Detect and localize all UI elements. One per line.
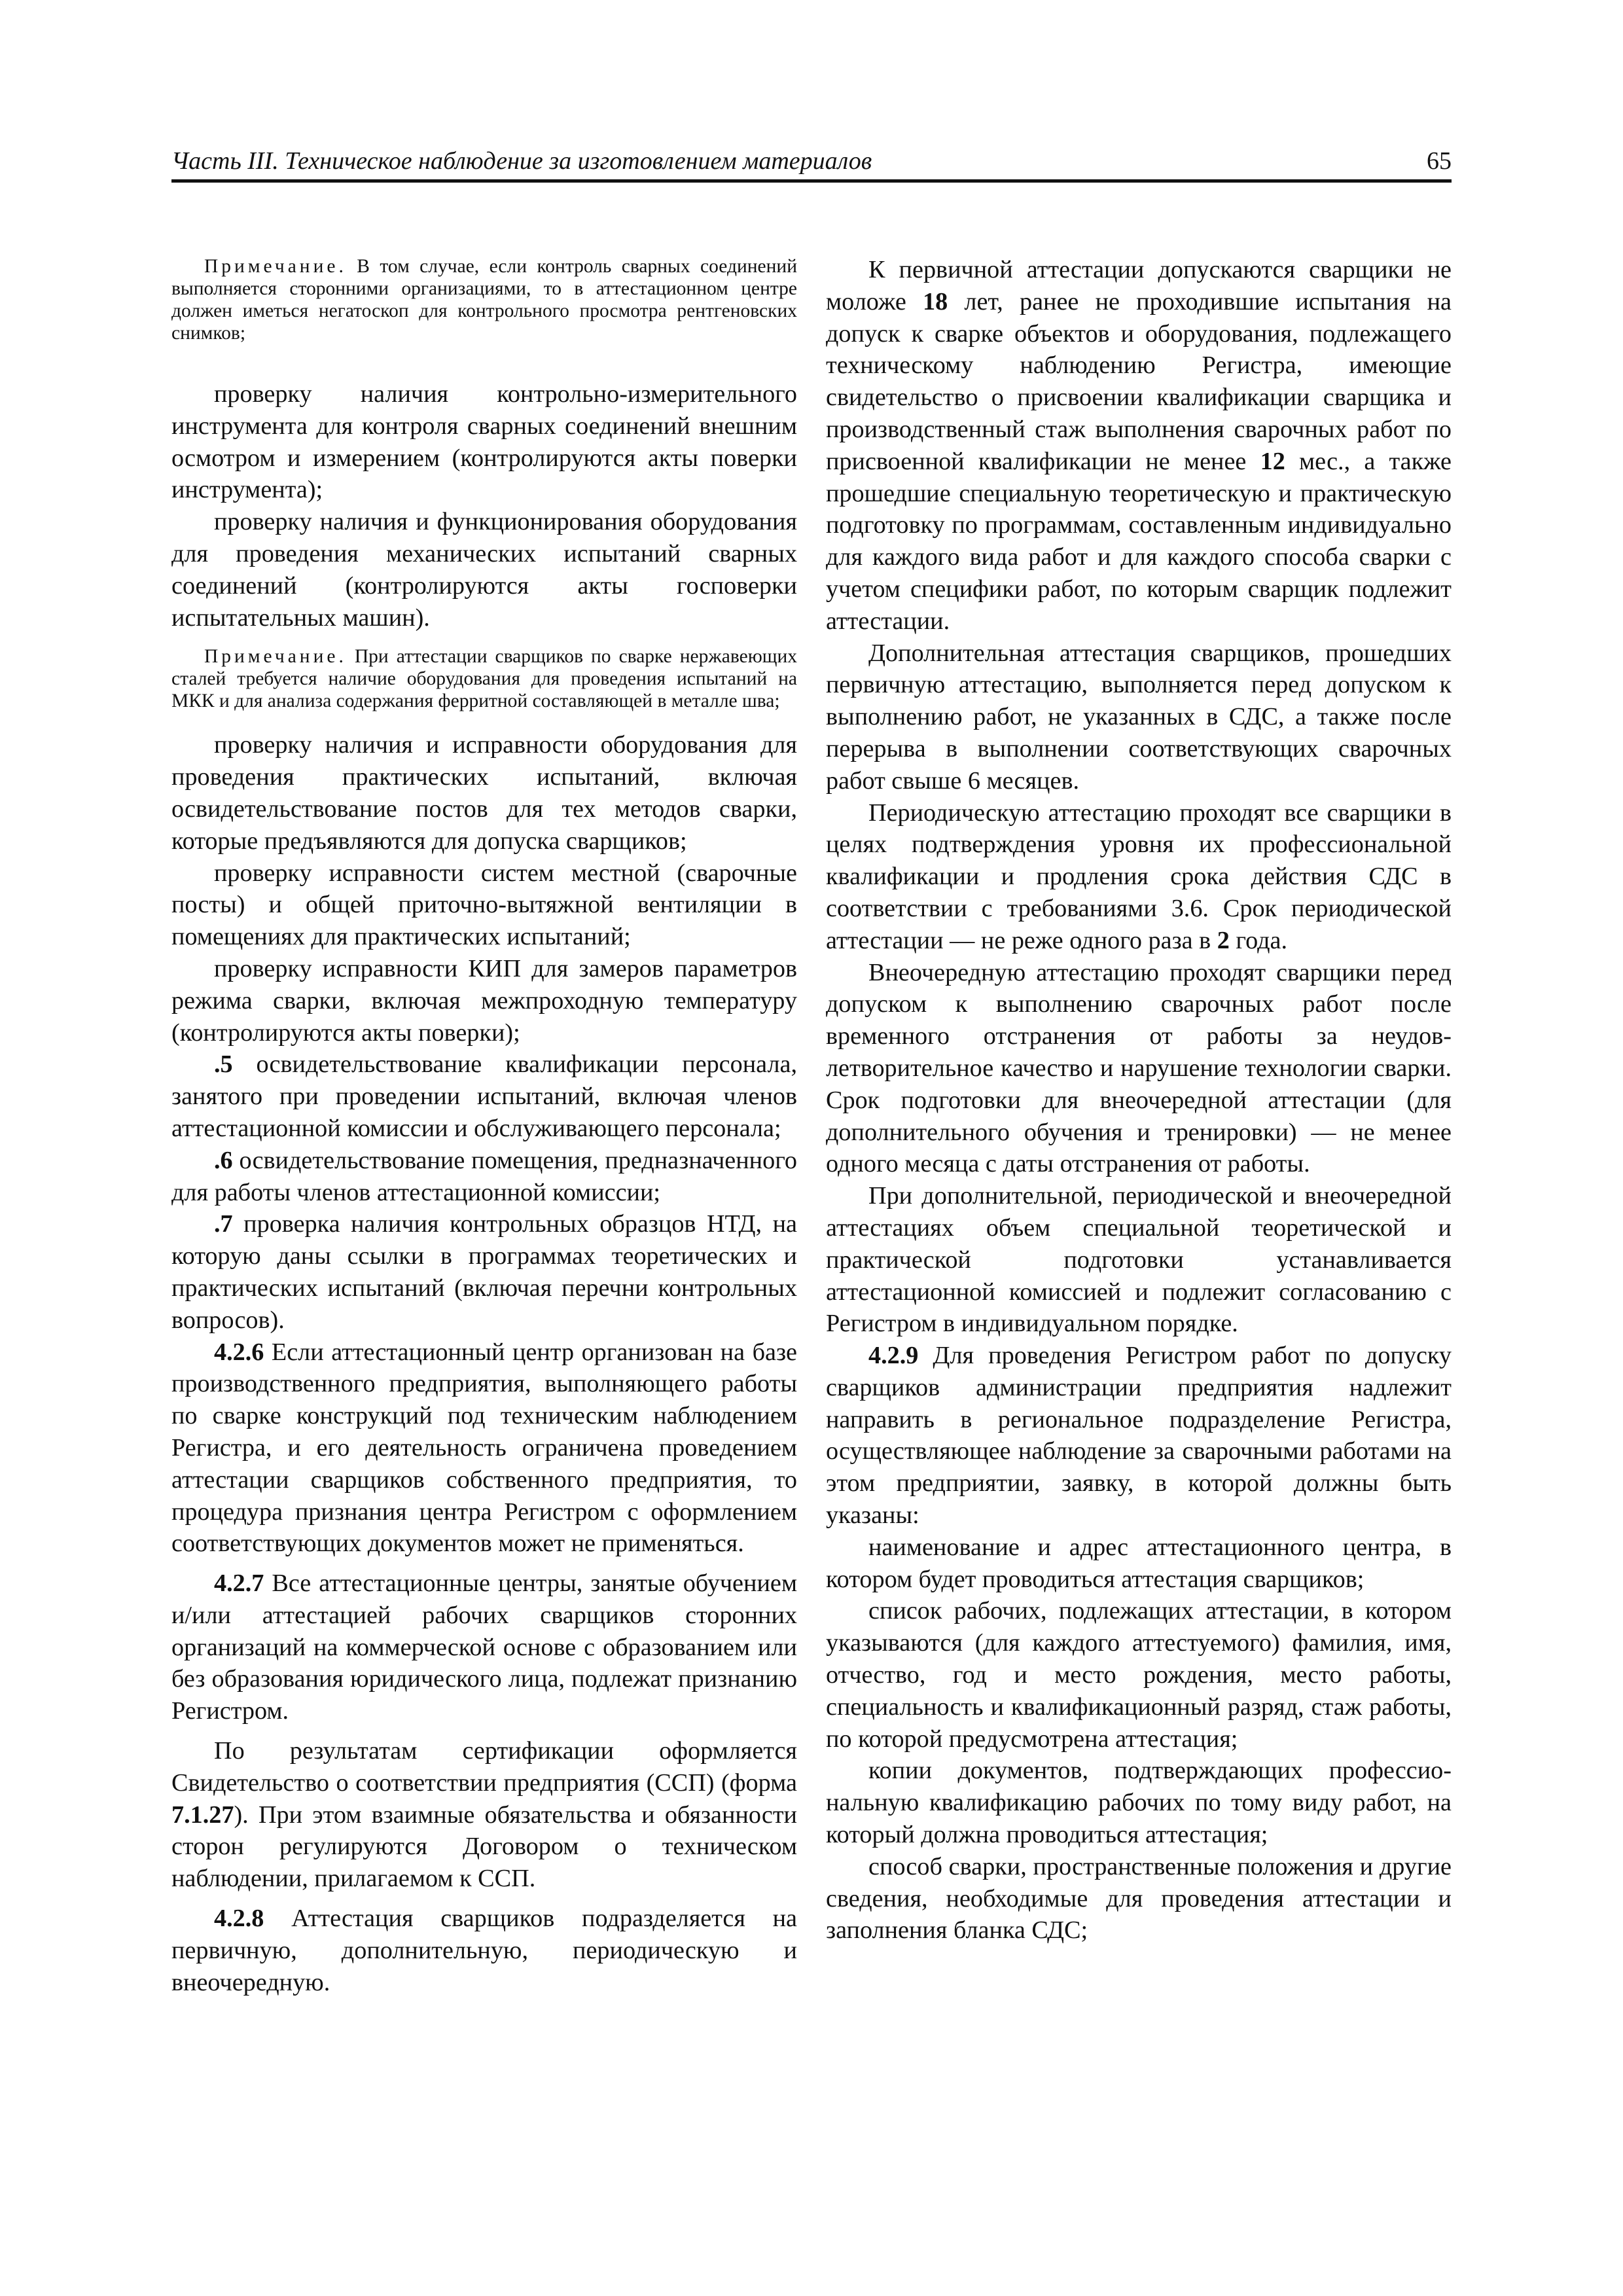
paragraph <box>171 1903 797 1998</box>
paragraph <box>171 1336 797 1560</box>
paragraph-text: К первичной аттестации допускаются сварщики не моложе <box>826 256 1452 315</box>
section-number: 4.2.8 <box>214 1905 264 1933</box>
paragraph-text: проверка наличия контрольных образцов НТД, на которую даны ссылки в программах теоретических и практических испытаний (включая перечни контрольных вопросов). <box>171 1210 797 1334</box>
note-text: В том случае, если контроль сварных соединений выполняется сторонними организациями, то в аттестационном центре должен иметься негатоскоп для контрольного просмотра рентгеновских снимков; <box>171 256 797 344</box>
paragraph-text: Для проведения Регистром работ по допуску сварщиков администрации предприятия надлежит направить в региональное подразделение Регистра, осуществляющее наблюдение за сварочными работами на этом предприятии, заявку, в которой должны быть указаны: <box>826 1342 1452 1530</box>
paragraph: проверку исправности систем местной (сварочные посты) и общей приточно-вытяжной вентиляции в помещениях для практических испытаний; <box>171 859 797 951</box>
note-label: Примечание. <box>204 256 347 277</box>
paragraph: способ сварки, пространственные положения и другие сведения, необходимые для проведения аттестации и заполнения бланка СДС; <box>826 1852 1452 1945</box>
paragraph: проверку исправности КИП для замеров параметров режима сварки, включая межпроходную температуру (контролируются акты поверки); <box>171 954 797 1047</box>
years-number: 2 <box>1217 926 1230 954</box>
paragraph: Внеочередную аттестацию проходят сварщики перед допуском к выполнению сварочных работ после временного отстранения от работы за неудовлетворительное качество и нарушение технологии сварки. Срок подготовки для внеочередной аттестации (для дополнительного обучения и тренировки) — не менее одного месяца с даты отстранения от работы. <box>826 958 1452 1178</box>
paragraph <box>171 1049 797 1144</box>
paragraph-text: ). При этом взаимные обязательства и обязанности сторон регулируются Договором о техническом наблюдении, прилагаемом к ССП. <box>171 1801 797 1893</box>
paragraph-text: освидетельствование помещения, предназначенного для работы членов аттестационной комиссии; <box>171 1146 797 1206</box>
paragraph-text: Периодическую аттестацию проходят все сварщики в целях подтверждения уровня их профессиональной квалификации и продления срока действия СДС в соответствии с требованиями 3.6. Срок периодической аттестации — не реже одного раза в <box>826 798 1452 954</box>
paragraph <box>826 1340 1452 1532</box>
paragraph <box>171 1145 797 1209</box>
paragraph <box>826 797 1452 957</box>
section-number: 4.2.9 <box>868 1342 919 1370</box>
right-column <box>826 254 1452 1946</box>
paragraph-text: лет, ранее не проходившие испытания на допуск к сварке объектов и оборудования, подлежащего техническому наблюдению Регистра, имеющие свидетельство о присвоении квалификации сварщика и производственный стаж выполнения сварочных работ по присвоенной квалификации не менее <box>826 287 1452 475</box>
age-number: 18 <box>923 287 948 315</box>
paragraph: проверку наличия контрольно-измерительного инструмента для контроля сварных соединений внешним осмотром и измерением (контролируются акты поверки инструмента); <box>171 380 797 504</box>
paragraph: При дополнительной, периодической и внеочередной аттестациях объем специальной теоретической и практической подготовки устанавливается аттестационной комиссией и подлежит согласованию с Регистром в индивидуальном порядке. <box>826 1182 1452 1338</box>
paragraph <box>826 254 1452 637</box>
item-number: .5 <box>214 1050 233 1079</box>
paragraph-text: По результатам сертификации оформляется Свидетельство о соответствии предприятия (ССП) (форма <box>171 1737 797 1797</box>
paragraph-text: Если аттестационный центр организован на базе производственного предприятия, выполняющего работы по сварке конструкций под техническим наблюдением Регистра, и его деятельность ограничена проведением аттестации сварщиков собственного предприятия, то процедура признания центра Регистром с оформлением соответствующих документов может не применяться. <box>171 1338 797 1558</box>
paragraph-text: мес., а также прошедшие специальную теоретическую и практическую подготовку по программам, составленным индивидуально для каждого вида работ и для каждого способа сварки с учетом специфики работ, по которым сварщик подлежит аттестации. <box>826 447 1452 635</box>
section-number: 4.2.7 <box>214 1570 264 1598</box>
paragraph: проверку наличия и функционирования оборудования для проведения механических испытаний сварных соединений (контролируются акты госповерки испытательных машин). <box>171 508 797 632</box>
paragraph-text: освидетельствование квалификации персонала, занятого при проведении испытаний, включая членов аттестационной комиссии и обслуживающего персонала; <box>171 1050 797 1142</box>
paragraph: Дополнительная аттестация сварщиков, прошедших первичную аттестацию, выполняется перед допуском к выполнению работ, не указанных в СДС, а также после перерыва в выполнении соответствующих сварочных работ свыше 6 месяцев. <box>826 639 1452 795</box>
form-number: 7.1.27 <box>171 1801 234 1829</box>
paragraph <box>171 1208 797 1336</box>
left-column <box>171 254 797 1998</box>
paragraph-text: года. <box>1229 926 1288 954</box>
paragraph: список рабочих, подлежащих аттестации, в котором указываются (для каждого аттестуемого) фамилия, имя, отчество, год и место рождения, место работы, специальность и квалификационный разряд, стаж работы, по которой предусмотрена аттестация; <box>826 1597 1452 1753</box>
paragraph-text: Все аттестационные центры, занятые обучением и/или аттестацией рабочих сварщиков сторонних организаций на коммерческой основе с образованием или без образования юридического лица, подлежат признанию Регистром. <box>171 1570 797 1725</box>
running-title: Часть III. Техническое наблюдение за изготовлением материалов <box>171 147 872 175</box>
months-number: 12 <box>1260 447 1285 475</box>
paragraph: копии документов, подтверждающих профессиональную квалификацию рабочих по тому виду работ, на который должна проводиться аттестация; <box>826 1757 1452 1849</box>
note-1 <box>171 255 797 344</box>
paragraph <box>171 1568 797 1727</box>
note-text: При аттестации сварщиков по сварке нержавеющих сталей требуется наличие оборудования для проведения испытаний на МКК и для анализа содержания ферритной составляющей в металле шва; <box>171 646 798 712</box>
item-number: .6 <box>214 1146 233 1174</box>
section-number: 4.2.6 <box>214 1338 264 1366</box>
paragraph: наименование и адрес аттестационного центра, в котором будет проводиться аттестация сварщиков; <box>826 1533 1452 1593</box>
paragraph-text: Аттестация сварщиков подразделяется на первичную, дополнительную, периодическую и внеочередную. <box>171 1905 797 1996</box>
note-label: Примечание. <box>204 646 347 668</box>
page-number: 65 <box>1427 147 1452 175</box>
note-2 <box>171 645 797 712</box>
paragraph: проверку наличия и исправности оборудования для проведения практических испытаний, включая освидетельствование постов для тех методов сварки, которые предъявляются для допуска сварщиков; <box>171 731 797 855</box>
paragraph <box>171 1735 797 1895</box>
page-header <box>171 143 1452 183</box>
item-number: .7 <box>214 1210 233 1238</box>
